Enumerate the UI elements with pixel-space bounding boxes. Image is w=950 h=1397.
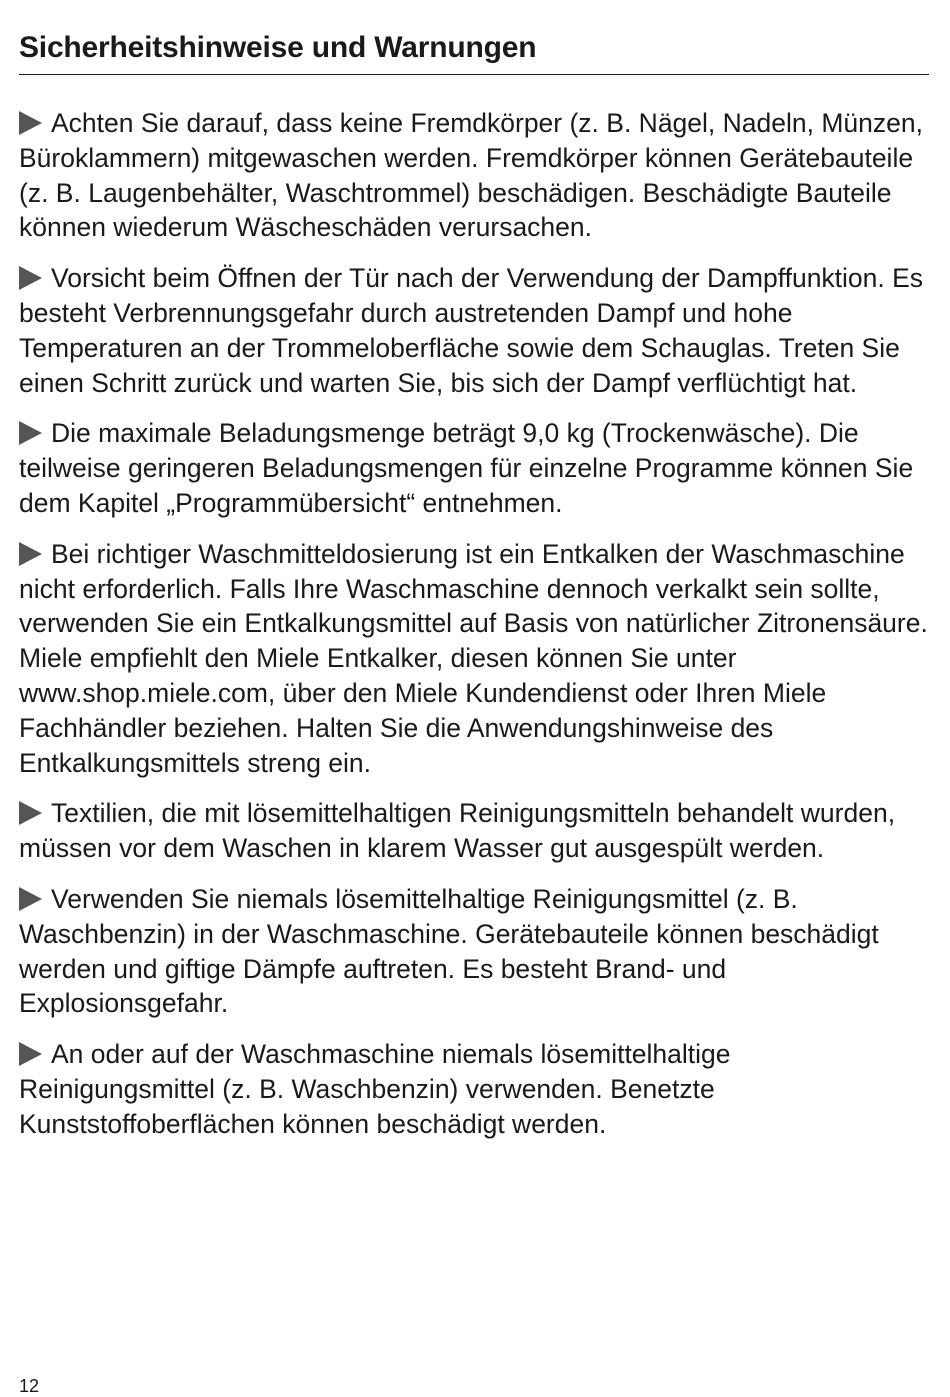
warning-text: Bei richtiger Waschmitteldosierung ist ein Entkalken der Waschmaschine nicht erforderlich. Falls Ihre Waschmaschine dennoch verkalkt sein sollte, verwenden Sie ein Entkalkungsmittel auf Basis von natürlicher Zitronensäure. Miele empfiehlt den Miele Entkalker, diesen können Sie unter www.shop.miele.com, über den Miele Kundendienst oder Ihren Miele Fachhändler beziehen. Halten Sie die Anwendungshinweise des Entkalkungsmittels streng ein.: [19, 538, 928, 778]
warning-text: An oder auf der Waschmaschine niemals lösemittelhaltige Reinigungsmittel (z. B. Waschbenzin) verwenden. Benetzte Kunststoffoberflächen können beschädigt werden.: [19, 1039, 731, 1139]
warning-text: Verwenden Sie niemals lösemittelhaltige Reinigungsmittel (z. B. Waschbenzin) in der Waschmaschine. Gerätebauteile können beschädigt werden und giftige Dämpfe auftreten. Es besteht Brand- und Explosionsgefahr.: [19, 883, 879, 1019]
triangle-right-icon: [19, 266, 42, 290]
warning-text: Textilien, die mit lösemittelhaltigen Reinigungsmitteln behandelt wurden, müssen vor dem Waschen in klarem Wasser gut ausgespült werden.: [19, 798, 896, 864]
triangle-right-icon: [19, 111, 42, 135]
warning-item: [19, 882, 931, 1021]
warning-text: Achten Sie darauf, dass keine Fremdkörper (z. B. Nägel, Nadeln, Münzen, Büroklammern) mitgewaschen werden. Fremdkörper können Gerätebauteile (z. B. Laugenbehälter, Waschtrommel) beschädigen. Beschädigte Bauteile können wiederum Wäscheschäden verursachen.: [19, 108, 923, 243]
warning-item: [19, 1037, 931, 1141]
warning-item: [19, 106, 931, 245]
warning-item: [19, 537, 931, 781]
triangle-right-icon: [19, 1042, 42, 1066]
triangle-right-icon: [19, 421, 42, 445]
warning-item: [19, 796, 931, 866]
page-title: Sicherheitshinweise und Warnungen: [19, 31, 537, 64]
page-header: [19, 30, 929, 75]
warning-text: Die maximale Beladungsmenge beträgt 9,0 kg (Trockenwäsche). Die teilweise geringeren Beladungsmengen für einzelne Programme können Sie dem Kapitel „Programmübersicht“ entnehmen.: [19, 418, 914, 518]
triangle-right-icon: [19, 801, 42, 825]
triangle-right-icon: [19, 887, 42, 911]
triangle-right-icon: [19, 542, 42, 566]
warning-item: [19, 416, 931, 520]
warning-text: Vorsicht beim Öffnen der Tür nach der Verwendung der Dampffunktion. Es besteht Verbrennungsgefahr durch austretenden Dampf und hohe Temperaturen an der Trommeloberfläche sowie dem Schauglas. Treten Sie einen Schritt zurück und warten Sie, bis sich der Dampf verflüchtigt hat.: [19, 263, 924, 398]
warning-item: [19, 261, 931, 400]
page-number: 12: [19, 1376, 40, 1396]
warnings-list: [19, 106, 931, 1158]
